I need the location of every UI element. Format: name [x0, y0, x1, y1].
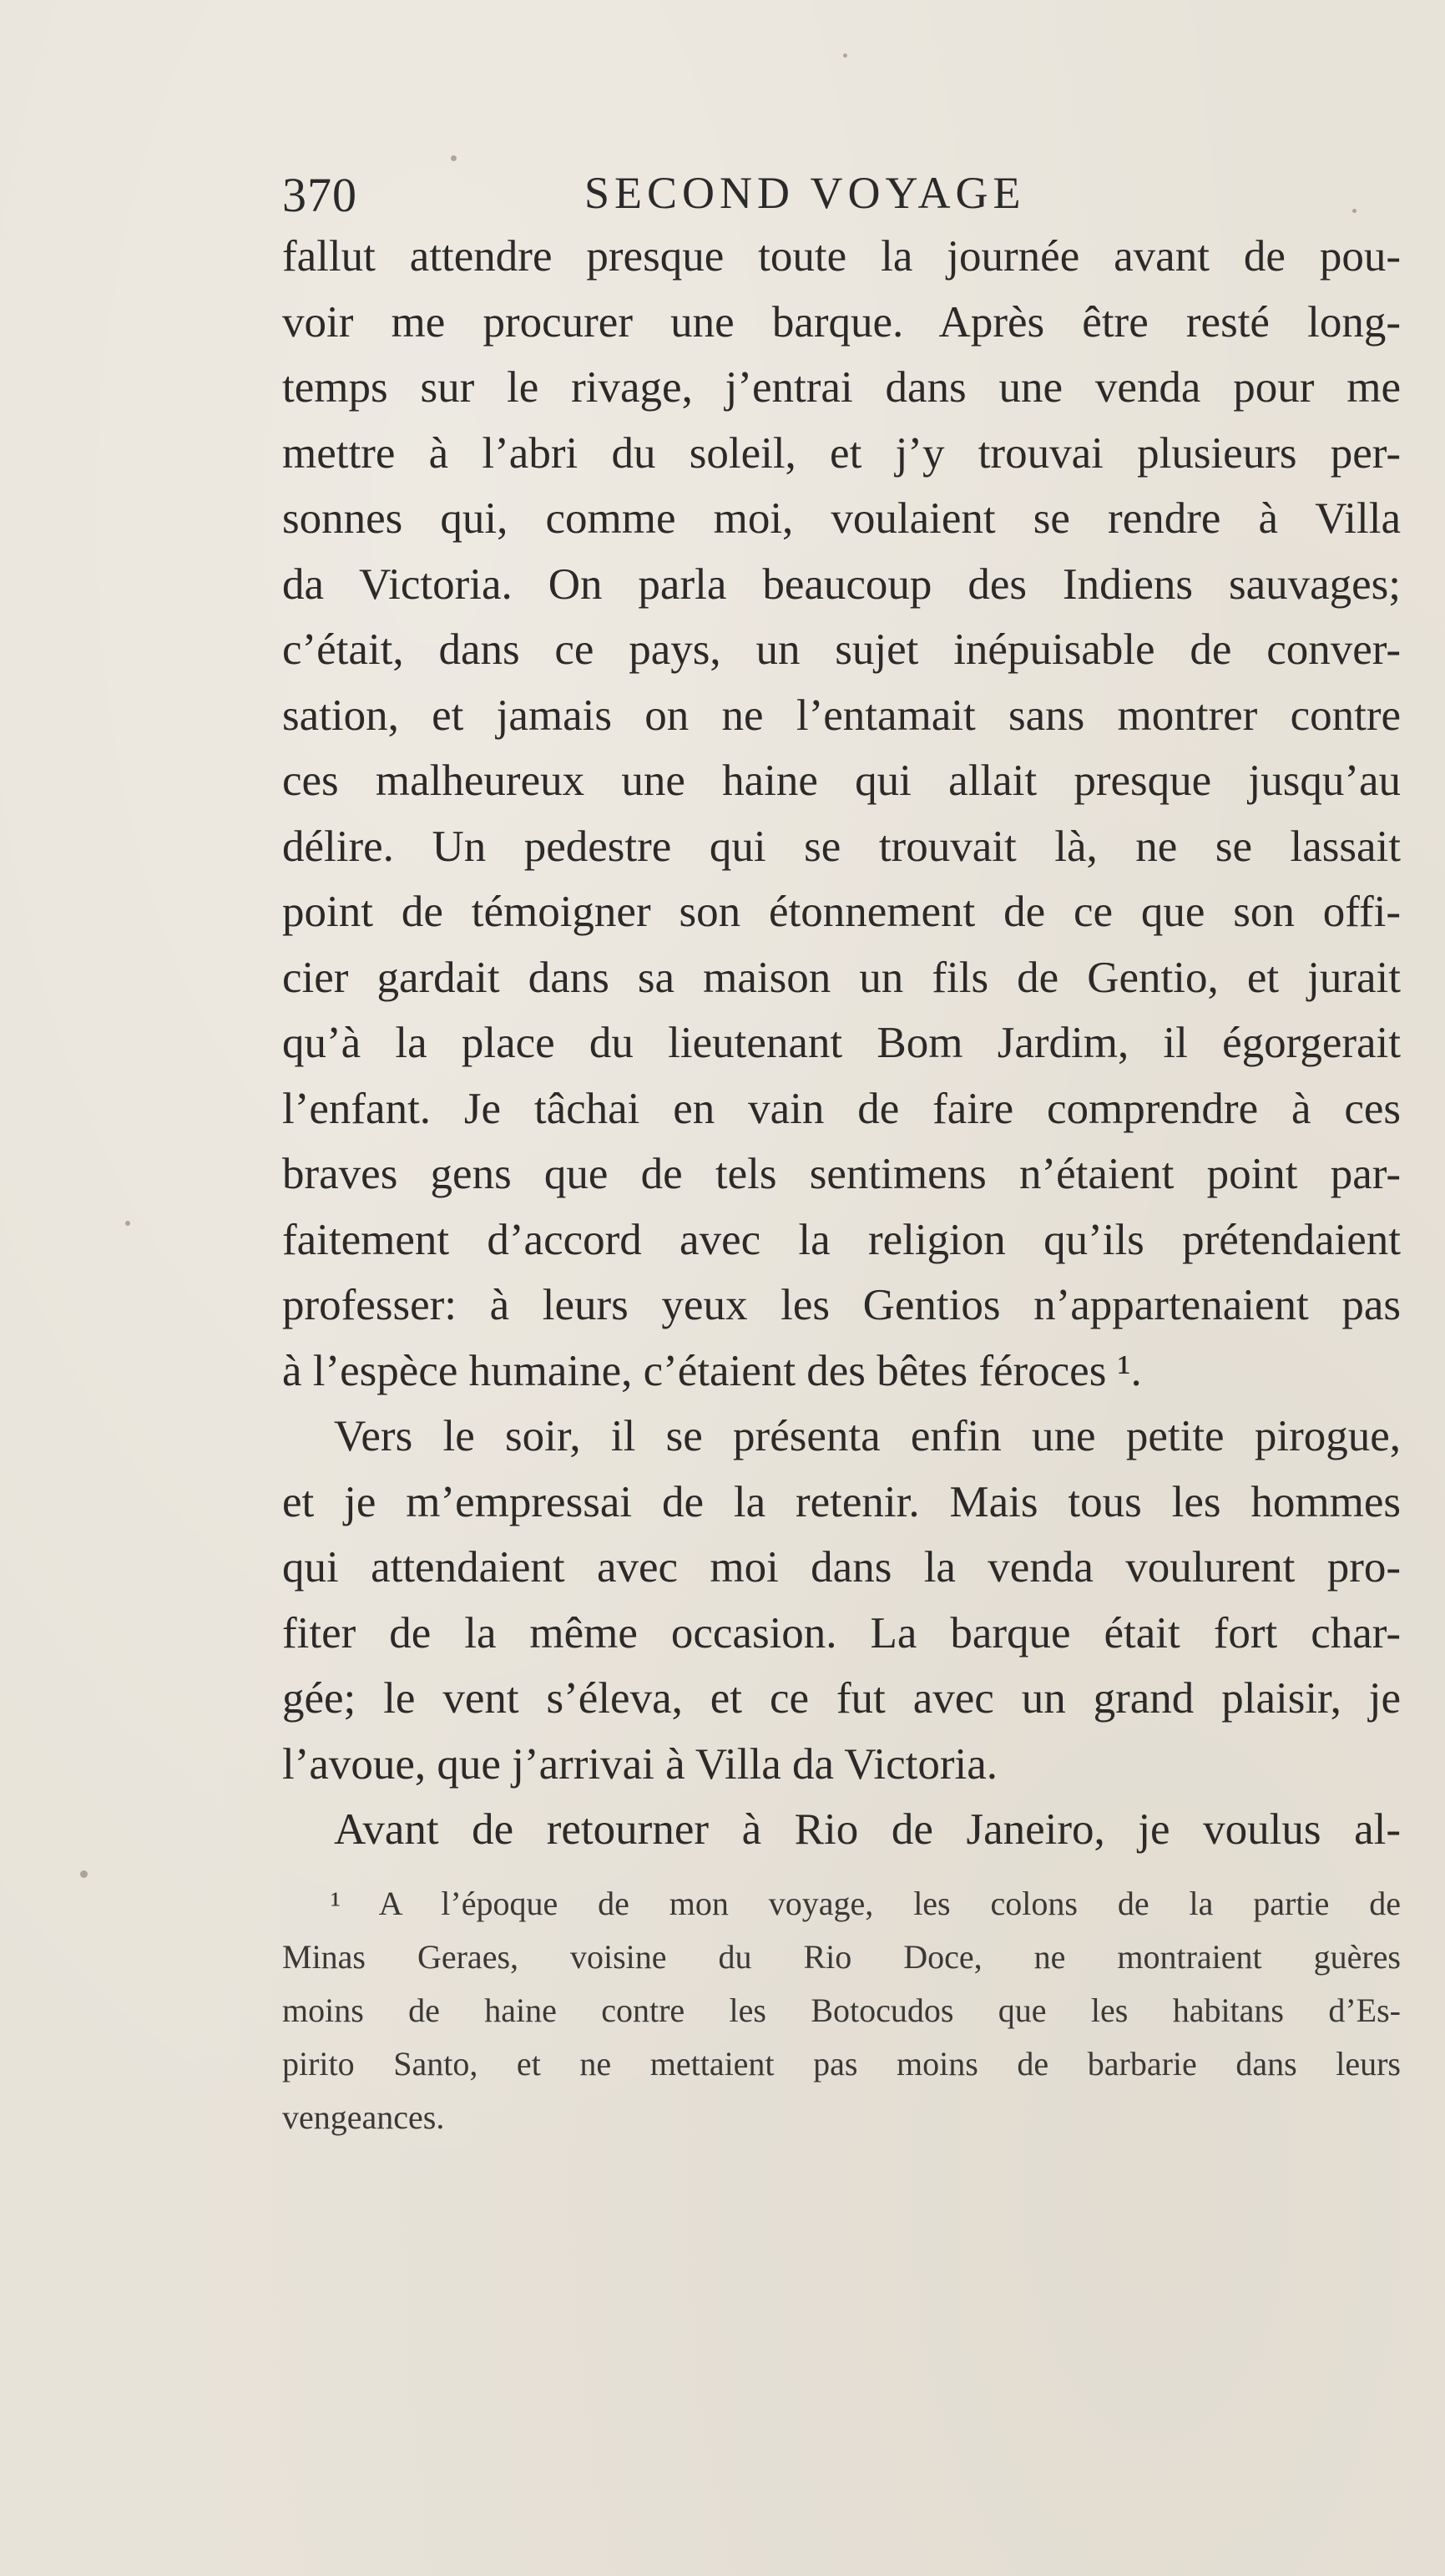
- text-line: l’avoue, que j’arrivai à Villa da Victoria.: [282, 1739, 998, 1789]
- text-line: sonnes qui, comme moi, voulaient se rendre à Villa: [282, 494, 1401, 543]
- text-line: c’était, dans ce pays, un sujet inépuisable de conver-: [282, 625, 1401, 674]
- footnote-line: moins de haine contre les Botocudos que les habitans d’Es-: [282, 1991, 1401, 2029]
- text-line: faitement d’accord avec la religion qu’ils prétendaient: [282, 1215, 1401, 1264]
- footnote: [282, 1877, 1401, 2144]
- text-line: cier gardait dans sa maison un fils de Gentio, et jurait: [282, 953, 1401, 1002]
- text-line: gée; le vent s’éleva, et ce fut avec un grand plaisir, je: [282, 1674, 1401, 1723]
- paper-speck: [125, 1221, 130, 1226]
- footnote-line: Minas Geraes, voisine du Rio Doce, ne montraient guères: [282, 1938, 1401, 1976]
- text-line: Avant de retourner à Rio de Janeiro, je voulus al-: [334, 1805, 1401, 1854]
- page-number: 370: [282, 168, 357, 222]
- text-line: et je m’empressai de la retenir. Mais tous les hommes: [282, 1477, 1401, 1526]
- text-line: voir me procurer une barque. Après être resté long-: [282, 297, 1401, 347]
- text-line: l’enfant. Je tâchai en vain de faire comprendre à ces: [282, 1084, 1401, 1133]
- text-line: ces malheureux une haine qui allait presque jusqu’au: [282, 757, 1401, 805]
- text-line: professer: à leurs yeux les Gentios n’appartenaient pas: [282, 1281, 1401, 1329]
- text-line: Vers le soir, il se présenta enfin une petite pirogue,: [334, 1412, 1401, 1460]
- text-line: point de témoigner son étonnement de ce que son offi-: [282, 888, 1401, 936]
- text-line: temps sur le rivage, j’entrai dans une venda pour me: [282, 363, 1401, 412]
- text-line: mettre à l’abri du soleil, et j’y trouvai plusieurs per-: [282, 428, 1401, 478]
- text-line: qui attendaient avec moi dans la venda voulurent pro-: [282, 1543, 1401, 1592]
- footnote-line: pirito Santo, et ne mettaient pas moins de barbarie dans leurs: [282, 2045, 1401, 2083]
- body-text: [282, 224, 1401, 1863]
- text-line: délire. Un pedestre qui se trouvait là, ne se lassait: [282, 822, 1401, 871]
- text-line: fallut attendre presque toute la journée avant de pou-: [282, 232, 1401, 281]
- paper-speck: [451, 155, 457, 161]
- paper-speck: [843, 53, 847, 58]
- paper-speck: [80, 1870, 88, 1878]
- text-line: qu’à la place du lieutenant Bom Jardim, il égorgerait: [282, 1019, 1401, 1067]
- text-line: sation, et jamais on ne l’entamait sans montrer contre: [282, 691, 1401, 740]
- text-line: braves gens que de tels sentimens n’étaient point par-: [282, 1150, 1401, 1198]
- text-line: fiter de la même occasion. La barque était fort char-: [282, 1608, 1401, 1657]
- footnote-line: vengeances.: [282, 2098, 445, 2136]
- text-line: à l’espèce humaine, c’étaient des bêtes féroces ¹.: [282, 1346, 1142, 1395]
- text-line: da Victoria. On parla beaucoup des Indiens sauvages;: [282, 559, 1401, 609]
- running-head: SECOND VOYAGE: [584, 168, 1026, 218]
- footnote-line: ¹ A l’époque de mon voyage, les colons de la partie de: [331, 1885, 1401, 1922]
